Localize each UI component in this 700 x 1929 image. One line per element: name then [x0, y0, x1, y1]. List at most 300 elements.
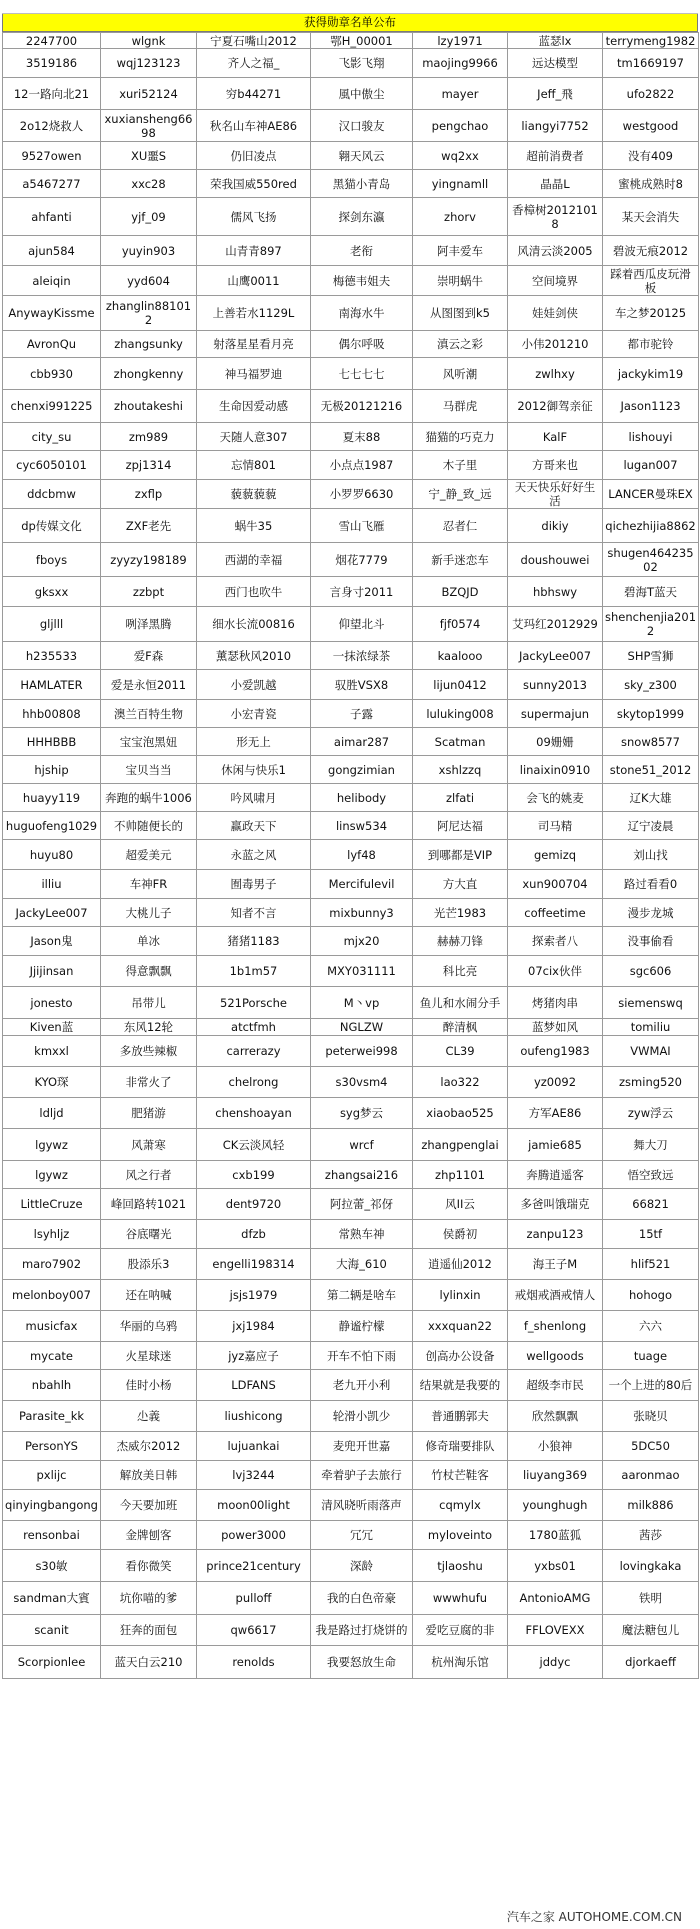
username-cell: 风清云淡2005 — [508, 236, 603, 266]
username-cell: 佳时小杨 — [101, 1370, 197, 1401]
username-cell: melonboy007 — [3, 1280, 101, 1311]
username-cell: wq2xx — [413, 142, 508, 170]
table-row — [3, 1401, 699, 1432]
username-cell: 第二辆是啥车 — [311, 1280, 413, 1311]
username-cell: 车之梦20125 — [603, 296, 699, 331]
table-row — [3, 1067, 699, 1098]
page-title: 获得勋章名单公布 — [2, 14, 698, 32]
username-cell: zyw浮云 — [603, 1098, 699, 1129]
username-cell: 超级李市民 — [508, 1370, 603, 1401]
username-cell: liuyang369 — [508, 1461, 603, 1490]
username-cell: wellgoods — [508, 1342, 603, 1370]
username-cell: jsjs1979 — [197, 1280, 311, 1311]
username-cell: linsw534 — [311, 812, 413, 840]
username-cell: hlif521 — [603, 1249, 699, 1280]
username-cell: 会飞的姚麦 — [508, 784, 603, 812]
username-cell: ahfanti — [3, 198, 101, 236]
username-cell: 方大直 — [413, 870, 508, 899]
username-cell: yuyin903 — [101, 236, 197, 266]
username-cell: 爱F森 — [101, 642, 197, 670]
username-cell: 赫赫刀锋 — [413, 927, 508, 956]
username-cell: 07cix伙伴 — [508, 956, 603, 987]
username-cell: siemenswq — [603, 987, 699, 1019]
username-cell: 科比亮 — [413, 956, 508, 987]
username-cell: 蓝瑟lx — [508, 33, 603, 49]
username-cell: s30vsm4 — [311, 1067, 413, 1098]
username-cell: KYO琛 — [3, 1067, 101, 1098]
username-cell: supermajun — [508, 700, 603, 728]
username-cell: 小点点1987 — [311, 451, 413, 480]
username-cell: 鄂H_00001 — [311, 33, 413, 49]
username-cell: Jjijinsan — [3, 956, 101, 987]
username-cell: BZQJD — [413, 577, 508, 607]
username-cell: ajun584 — [3, 236, 101, 266]
username-cell: 艾玛红2012929 — [508, 607, 603, 642]
table-row — [3, 480, 699, 509]
username-cell: musicfax — [3, 1311, 101, 1342]
table-row — [3, 1249, 699, 1280]
username-cell: 知者不言 — [197, 899, 311, 927]
username-cell: 忘情801 — [197, 451, 311, 480]
table-row — [3, 170, 699, 198]
username-cell: peterwei998 — [311, 1036, 413, 1067]
username-cell: xiaobao525 — [413, 1098, 508, 1129]
username-cell: pengchao — [413, 110, 508, 142]
username-cell: 火星球迷 — [101, 1342, 197, 1370]
username-cell: coffeetime — [508, 899, 603, 927]
username-cell: 看你微笑 — [101, 1550, 197, 1582]
table-row — [3, 840, 699, 870]
username-cell: 小狼神 — [508, 1432, 603, 1461]
username-cell: mixbunny3 — [311, 899, 413, 927]
username-cell: huyu80 — [3, 840, 101, 870]
username-cell: jddyc — [508, 1646, 603, 1679]
username-cell: dp传媒文化 — [3, 509, 101, 543]
username-cell: 雪山飞雁 — [311, 509, 413, 543]
username-cell: mayer — [413, 78, 508, 110]
username-cell: gongzimian — [311, 756, 413, 784]
username-cell: qinyingbangong — [3, 1490, 101, 1521]
username-cell: 轮滑小凯少 — [311, 1401, 413, 1432]
username-cell: syg梦云 — [311, 1098, 413, 1129]
username-cell: 山鹰0011 — [197, 266, 311, 296]
username-cell: yyd604 — [101, 266, 197, 296]
username-cell: 521Porsche — [197, 987, 311, 1019]
username-cell: jyz嘉应子 — [197, 1342, 311, 1370]
table-row — [3, 728, 699, 756]
username-cell: 穷b44271 — [197, 78, 311, 110]
username-cell: 1b1m57 — [197, 956, 311, 987]
username-cell: stone51_2012 — [603, 756, 699, 784]
username-cell: hhb00808 — [3, 700, 101, 728]
username-cell: hjship — [3, 756, 101, 784]
username-cell: dent9720 — [197, 1189, 311, 1220]
table-row — [3, 423, 699, 451]
username-cell: skytop1999 — [603, 700, 699, 728]
username-cell: LittleCruze — [3, 1189, 101, 1220]
username-cell: 探剑东瀛 — [311, 198, 413, 236]
username-cell: chelrong — [197, 1067, 311, 1098]
username-cell: 荣我国威550red — [197, 170, 311, 198]
spreadsheet — [2, 0, 698, 1679]
username-cell: cyc6050101 — [3, 451, 101, 480]
username-cell: gemizq — [508, 840, 603, 870]
username-cell: doushouwei — [508, 543, 603, 577]
username-cell: NGLZW — [311, 1019, 413, 1036]
username-cell: 超爱美元 — [101, 840, 197, 870]
table-row — [3, 296, 699, 331]
username-cell: yingnamll — [413, 170, 508, 198]
username-cell: 烟花7779 — [311, 543, 413, 577]
username-cell: 忍者仁 — [413, 509, 508, 543]
table-row — [3, 1521, 699, 1550]
username-cell: lgywz — [3, 1129, 101, 1161]
username-cell: 西湖的幸福 — [197, 543, 311, 577]
username-cell: 风之行者 — [101, 1161, 197, 1189]
table-row — [3, 1220, 699, 1249]
username-cell: 空间境界 — [508, 266, 603, 296]
username-cell: MXY031111 — [311, 956, 413, 987]
table-row — [3, 927, 699, 956]
username-cell: tm1669197 — [603, 49, 699, 78]
username-cell: aimar287 — [311, 728, 413, 756]
username-cell: zhangsunky — [101, 331, 197, 358]
username-cell: 结果就是我要的 — [413, 1370, 508, 1401]
username-cell: 戒烟戒酒戒情人 — [508, 1280, 603, 1311]
table-row — [3, 870, 699, 899]
username-cell: LDFANS — [197, 1370, 311, 1401]
username-cell: 2012御驾亲征 — [508, 390, 603, 423]
username-cell: snow8577 — [603, 728, 699, 756]
username-cell: fjf0574 — [413, 607, 508, 642]
username-cell: pulloff — [197, 1582, 311, 1615]
table-row — [3, 33, 699, 49]
username-cell: 天随人意307 — [197, 423, 311, 451]
username-cell: Jeff_飛 — [508, 78, 603, 110]
username-cell: 风听潮 — [413, 358, 508, 390]
username-cell: CL39 — [413, 1036, 508, 1067]
username-cell: xxxquan22 — [413, 1311, 508, 1342]
username-cell: 没事偷看 — [603, 927, 699, 956]
username-cell: 张晓贝 — [603, 1401, 699, 1432]
username-cell: 晶晶L — [508, 170, 603, 198]
username-cell: 多爸叫饿瑞克 — [508, 1189, 603, 1220]
username-cell: carrerazy — [197, 1036, 311, 1067]
username-cell: 到哪都是VIP — [413, 840, 508, 870]
username-cell: westgood — [603, 110, 699, 142]
table-row — [3, 451, 699, 480]
username-cell: 66821 — [603, 1189, 699, 1220]
table-row — [3, 110, 699, 142]
username-cell: AntonioAMG — [508, 1582, 603, 1615]
username-cell: 华丽的乌鸦 — [101, 1311, 197, 1342]
username-cell: VWMAI — [603, 1036, 699, 1067]
username-cell: 滇云之彩 — [413, 331, 508, 358]
username-cell: qw6617 — [197, 1615, 311, 1646]
username-cell: Parasite_kk — [3, 1401, 101, 1432]
username-cell: 还在呐喊 — [101, 1280, 197, 1311]
table-row — [3, 266, 699, 296]
username-cell: 宝宝泡黑妞 — [101, 728, 197, 756]
table-row — [3, 700, 699, 728]
username-cell: maojing9966 — [413, 49, 508, 78]
username-cell: 竹杖芒鞋客 — [413, 1461, 508, 1490]
username-cell: prince21century — [197, 1550, 311, 1582]
username-cell: xun900704 — [508, 870, 603, 899]
table-row — [3, 543, 699, 577]
username-cell: yz0092 — [508, 1067, 603, 1098]
username-cell: cbb930 — [3, 358, 101, 390]
username-cell: 修奇瑞要排队 — [413, 1432, 508, 1461]
username-cell: zhongkenny — [101, 358, 197, 390]
username-cell: M丶vp — [311, 987, 413, 1019]
username-cell: 大桃儿子 — [101, 899, 197, 927]
username-cell: 爱吃豆腐的非 — [413, 1615, 508, 1646]
username-cell: 崇明蜗牛 — [413, 266, 508, 296]
username-cell: 上善若水1129L — [197, 296, 311, 331]
username-cell: kmxxl — [3, 1036, 101, 1067]
username-cell: zwlhxy — [508, 358, 603, 390]
username-cell: 蓝天白云210 — [101, 1646, 197, 1679]
username-cell: 爱是永恒2011 — [101, 670, 197, 700]
username-cell: Jason1123 — [603, 390, 699, 423]
username-cell: 漫步龙城 — [603, 899, 699, 927]
username-cell: zhorv — [413, 198, 508, 236]
username-cell: yxbs01 — [508, 1550, 603, 1582]
username-cell: lovingkaka — [603, 1550, 699, 1582]
username-cell: HAMLATER — [3, 670, 101, 700]
username-cell: gljlll — [3, 607, 101, 642]
table-row — [3, 670, 699, 700]
username-cell: lylinxin — [413, 1280, 508, 1311]
table-row — [3, 1432, 699, 1461]
username-cell: mjx20 — [311, 927, 413, 956]
username-cell: lao322 — [413, 1067, 508, 1098]
username-cell: 碧波无痕2012 — [603, 236, 699, 266]
site-watermark: 汽车之家 AUTOHOME.COM.CN — [503, 1908, 686, 1925]
username-cell: 休闲与快乐1 — [197, 756, 311, 784]
username-cell: atctfmh — [197, 1019, 311, 1036]
username-cell: 谷底曙光 — [101, 1220, 197, 1249]
username-cell: 醉清枫 — [413, 1019, 508, 1036]
username-cell: 阿丰爱车 — [413, 236, 508, 266]
username-cell: 方军AE86 — [508, 1098, 603, 1129]
username-cell: nbahlh — [3, 1370, 101, 1401]
username-cell: milk886 — [603, 1490, 699, 1521]
username-cell: 金牌刨客 — [101, 1521, 197, 1550]
username-cell: 风II云 — [413, 1189, 508, 1220]
username-cell: lzy1971 — [413, 33, 508, 49]
username-cell: 1780蓝狐 — [508, 1521, 603, 1550]
username-cell: ddcbmw — [3, 480, 101, 509]
username-cell: 宁夏石嘴山2012 — [197, 33, 311, 49]
username-cell: 东风12轮 — [101, 1019, 197, 1036]
username-cell: sky_z300 — [603, 670, 699, 700]
table-row — [3, 358, 699, 390]
username-cell: 尐義 — [101, 1401, 197, 1432]
username-cell: 踩着西瓜皮玩滑板 — [603, 266, 699, 296]
username-cell: FFLOVEXX — [508, 1615, 603, 1646]
username-cell: huguofeng1029 — [3, 812, 101, 840]
username-cell: lugan007 — [603, 451, 699, 480]
table-row — [3, 607, 699, 642]
username-cell: xuri52124 — [101, 78, 197, 110]
username-cell: JackyLee007 — [508, 642, 603, 670]
username-cell: 5DC50 — [603, 1432, 699, 1461]
username-cell: 鱼儿和水闹分手 — [413, 987, 508, 1019]
username-cell: 辽K大雄 — [603, 784, 699, 812]
username-cell: mycate — [3, 1342, 101, 1370]
username-cell: 七七七七 — [311, 358, 413, 390]
table-row — [3, 1490, 699, 1521]
username-cell: 铁明 — [603, 1582, 699, 1615]
username-cell: wqj123123 — [101, 49, 197, 78]
username-cell: 碧海T蓝天 — [603, 577, 699, 607]
table-row — [3, 756, 699, 784]
username-cell: 生命因爱动感 — [197, 390, 311, 423]
table-row — [3, 784, 699, 812]
username-cell: rensonbai — [3, 1521, 101, 1550]
table-row — [3, 1129, 699, 1161]
username-cell: zhangpenglai — [413, 1129, 508, 1161]
username-cell: xxc28 — [101, 170, 197, 198]
username-cell: 山青青897 — [197, 236, 311, 266]
username-cell: djorkaeff — [603, 1646, 699, 1679]
username-cell: 9527owen — [3, 142, 101, 170]
username-cell: CK云淡风轻 — [197, 1129, 311, 1161]
username-cell: 蜗牛35 — [197, 509, 311, 543]
table-row — [3, 1311, 699, 1342]
username-cell: 肥猪游 — [101, 1098, 197, 1129]
username-cell: 多放些辣椒 — [101, 1036, 197, 1067]
username-cell: luluking008 — [413, 700, 508, 728]
username-cell: 杰威尔2012 — [101, 1432, 197, 1461]
username-cell: 12一路向北21 — [3, 78, 101, 110]
username-cell: 解放美日韩 — [101, 1461, 197, 1490]
username-cell: 坑你喵的爹 — [101, 1582, 197, 1615]
table-row — [3, 1019, 699, 1036]
table-row — [3, 987, 699, 1019]
username-cell: 我是路过打烧饼的 — [311, 1615, 413, 1646]
username-cell: 路过看看0 — [603, 870, 699, 899]
username-cell: Jason鬼 — [3, 927, 101, 956]
username-cell: xshlzzq — [413, 756, 508, 784]
username-cell: scanit — [3, 1615, 101, 1646]
username-cell: sgc606 — [603, 956, 699, 987]
username-cell: 冗冗 — [311, 1521, 413, 1550]
medal-winners-table — [2, 32, 699, 1679]
username-cell: KalF — [508, 423, 603, 451]
username-cell: 黑猫小青岛 — [311, 170, 413, 198]
username-cell: 驭胜VSX8 — [311, 670, 413, 700]
username-cell: 阿拉蕾_祁伢 — [311, 1189, 413, 1220]
username-cell: zanpu123 — [508, 1220, 603, 1249]
username-cell: 偶尔呼吸 — [311, 331, 413, 358]
username-cell: LANCER曼珠EX — [603, 480, 699, 509]
username-cell: 车神FR — [101, 870, 197, 899]
username-cell: aaronmao — [603, 1461, 699, 1490]
username-cell: 欣然飘飘 — [508, 1401, 603, 1432]
username-cell: 天天快乐好好生活 — [508, 480, 603, 509]
username-cell: 光芒1983 — [413, 899, 508, 927]
username-cell: 我要怒放生命 — [311, 1646, 413, 1679]
username-cell: h235533 — [3, 642, 101, 670]
username-cell: 猪猪1183 — [197, 927, 311, 956]
username-cell: 3519186 — [3, 49, 101, 78]
username-cell: 夏末88 — [311, 423, 413, 451]
username-cell: engelli198314 — [197, 1249, 311, 1280]
username-cell: 细水长流00816 — [197, 607, 311, 642]
username-cell: zsming520 — [603, 1067, 699, 1098]
username-cell: 囿毒男子 — [197, 870, 311, 899]
username-cell: 不帅随便长的 — [101, 812, 197, 840]
username-cell: 子露 — [311, 700, 413, 728]
username-cell: PersonYS — [3, 1432, 101, 1461]
username-cell: zhangsai216 — [311, 1161, 413, 1189]
table-row — [3, 1342, 699, 1370]
username-cell: 猫猫的巧克力 — [413, 423, 508, 451]
username-cell: 永蓝之风 — [197, 840, 311, 870]
table-row — [3, 390, 699, 423]
username-cell: huayy119 — [3, 784, 101, 812]
username-cell: 仰望北斗 — [311, 607, 413, 642]
username-cell: 司马精 — [508, 812, 603, 840]
username-cell: 仍旧凌点 — [197, 142, 311, 170]
username-cell: 常熟车神 — [311, 1220, 413, 1249]
username-cell: 开车不怕下雨 — [311, 1342, 413, 1370]
username-cell: liangyi7752 — [508, 110, 603, 142]
username-cell: 奔跑的蜗牛1006 — [101, 784, 197, 812]
username-cell: 15tf — [603, 1220, 699, 1249]
username-cell: gksxx — [3, 577, 101, 607]
username-cell: 杭州淘乐馆 — [413, 1646, 508, 1679]
username-cell: 小罗罗6630 — [311, 480, 413, 509]
username-cell: 飞影飞翔 — [311, 49, 413, 78]
username-cell: ldljd — [3, 1098, 101, 1129]
username-cell: 2o12烧救人 — [3, 110, 101, 142]
table-row — [3, 198, 699, 236]
username-cell: 深龄 — [311, 1550, 413, 1582]
username-cell: 梅德韦姐夫 — [311, 266, 413, 296]
username-cell: 射落星星看月亮 — [197, 331, 311, 358]
username-cell: HHHBBB — [3, 728, 101, 756]
username-cell: 汉口骏友 — [311, 110, 413, 142]
username-cell: zhanglin881012 — [101, 296, 197, 331]
username-cell: Scorpionlee — [3, 1646, 101, 1679]
username-cell: 形无上 — [197, 728, 311, 756]
username-cell: 无极20121216 — [311, 390, 413, 423]
username-cell: Mercifulevil — [311, 870, 413, 899]
username-cell: 都市驼铃 — [603, 331, 699, 358]
username-cell: 牵着驴子去旅行 — [311, 1461, 413, 1490]
username-cell: zlfati — [413, 784, 508, 812]
username-cell: 09姗姗 — [508, 728, 603, 756]
username-cell: jxj1984 — [197, 1311, 311, 1342]
username-cell: 悟空致远 — [603, 1161, 699, 1189]
username-cell: zm989 — [101, 423, 197, 451]
table-row — [3, 1189, 699, 1220]
username-cell: linaixin0910 — [508, 756, 603, 784]
table-row — [3, 1615, 699, 1646]
table-row — [3, 331, 699, 358]
username-cell: 大海_610 — [311, 1249, 413, 1280]
username-cell: 茜莎 — [603, 1521, 699, 1550]
username-cell: 从图图到k5 — [413, 296, 508, 331]
username-cell: 吟风啸月 — [197, 784, 311, 812]
username-cell: 吊带儿 — [101, 987, 197, 1019]
username-cell: 奔腾逍遥客 — [508, 1161, 603, 1189]
username-cell: 儒风飞扬 — [197, 198, 311, 236]
